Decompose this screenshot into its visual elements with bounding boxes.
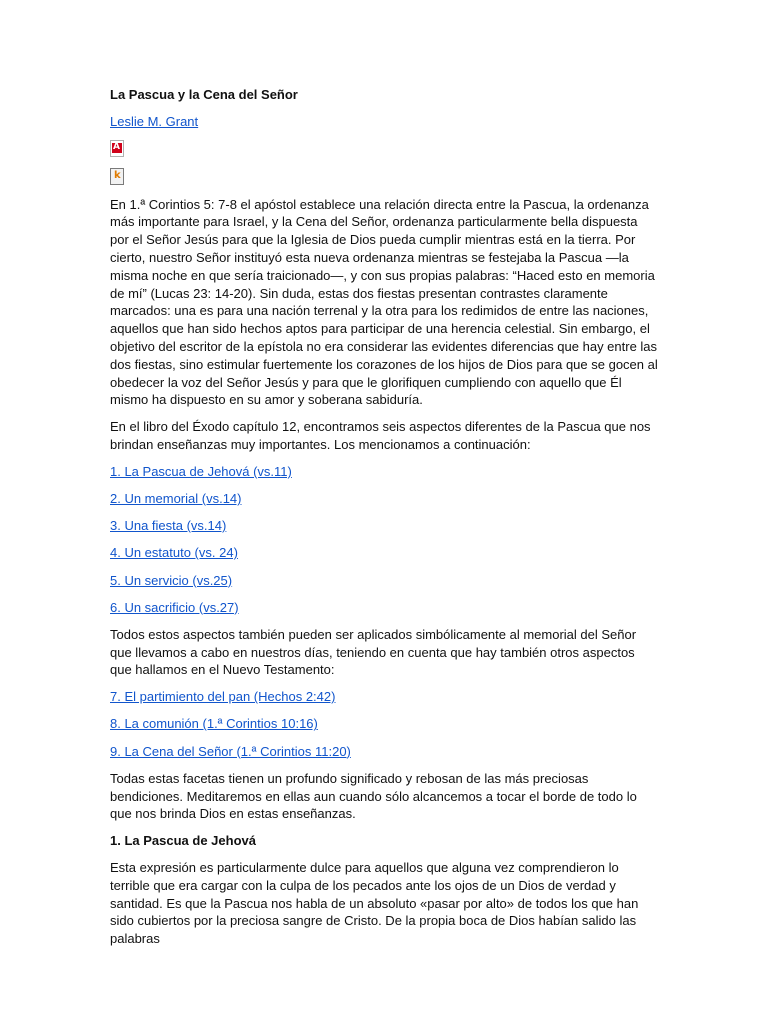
kindle-icon[interactable] xyxy=(110,168,124,185)
aspect-link-1[interactable]: 1. La Pascua de Jehová (vs.11) xyxy=(110,463,292,479)
aspect-link-5[interactable]: 5. Un servicio (vs.25) xyxy=(110,572,233,588)
section-heading: 1. La Pascua de Jehová xyxy=(110,833,256,849)
aspect-link-2[interactable]: 2. Un memorial (vs.14) xyxy=(110,490,242,506)
nt-link-9[interactable]: 9. La Cena del Señor (1.ª Corintios 11:20) xyxy=(110,743,351,759)
nt-link-8[interactable]: 8. La comunión (1.ª Corintios 10:16) xyxy=(110,716,318,732)
section1-paragraph: Esta expresión es particularmente dulce para aquellos que alguna vez comprendieron lo terrible que era cargar con la culpa de los pecados ante los ojos de un Dios de verdad y santidad. Es que la Pascua nos habla de un absoluto «pasar por alto» de todos los que han sido cubiertos por la preciosa sangre de Cristo. De la propia boca de Dios habían salido las palabras xyxy=(110,860,639,947)
symbolic-paragraph: Todos estos aspectos también pueden ser aplicados simbólicamente al memorial del Señor que llevamos a cabo en nuestros días, teniendo en cuenta que hay también otros aspectos que hallamos en el Nuevo Testamento: xyxy=(110,626,637,678)
nt-link-7[interactable]: 7. El partimiento del pan (Hechos 2:42) xyxy=(110,689,336,705)
facets-paragraph: Todas estas facetas tienen un profundo significado y rebosan de las más preciosas bendiciones. Meditaremos en ellas aun cuando sólo alcancemos a tocar el borde de todo lo que nos brinda Dios en estas enseñanzas. xyxy=(110,770,637,822)
pdf-icon[interactable] xyxy=(110,140,124,157)
aspect-link-6[interactable]: 6. Un sacrificio (vs.27) xyxy=(110,599,239,615)
document-page xyxy=(110,86,658,957)
aspect-link-3[interactable]: 3. Una fiesta (vs.14) xyxy=(110,518,227,534)
exodus-paragraph: En el libro del Éxodo capítulo 12, encontramos seis aspectos diferentes de la Pascua que nos brindan enseñanzas muy importantes. Los mencionamos a continuación: xyxy=(110,419,651,452)
document-title: La Pascua y la Cena del Señor xyxy=(110,87,298,102)
intro-paragraph: En 1.ª Corintios 5: 7-8 el apóstol establece una relación directa entre la Pascua, la ordenanza más importante para Israel, y la Cena del Señor, ordenanza particularmente bella dispuesta por el Señor Jesús para que la Iglesia de Dios pueda cumplir mientras está en la tierra. Por cierto, nuestro Señor instituyó esta nueva ordenanza mientras se festejaba la Pascua —la misma noche en que sería traicionado—, y con sus propias palabras: “Haced esto en memoria de mí” (Lucas 23: 14-20). Sin duda, estas dos fiestas presentan contrastes claramente marcados: una es para una nación terrenal y la otra para los redimidos de entre las naciones, aquellos que han sido hechos aptos para participar de una herencia celestial. Sin embargo, el objetivo del escritor de la epístola no era considerar las evidentes diferencias que hay entre las dos fiestas, sino estimular fuertemente los corazones de los hijos de Dios para que se gocen al obedecer la voz del Señor Jesús y para que le glorifiquen cumpliendo con aquello que Él mismo ha dispuesto en su amor y soberana sabiduría. xyxy=(110,196,658,408)
author-link[interactable]: Leslie M. Grant xyxy=(110,113,199,129)
aspect-link-4[interactable]: 4. Un estatuto (vs. 24) xyxy=(110,545,238,561)
